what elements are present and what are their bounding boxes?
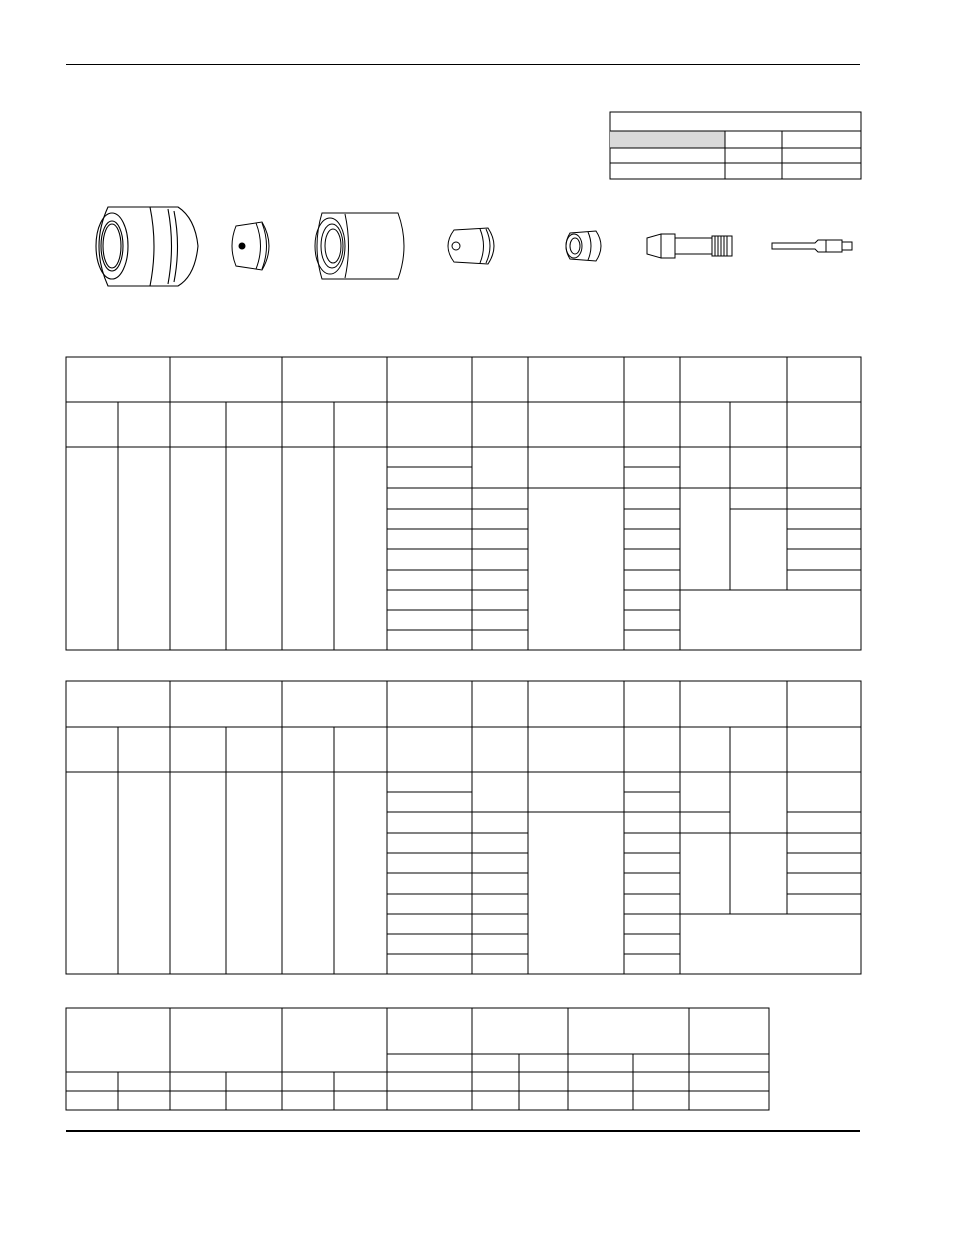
legend-table (610, 112, 861, 179)
electrode-icon (647, 234, 732, 258)
water-tube-icon (772, 240, 852, 252)
legend-header-cell (610, 131, 725, 148)
swirl-ring-icon (566, 231, 601, 261)
shield-icon (96, 207, 198, 286)
summary-table (66, 1008, 769, 1110)
cut-chart-1 (66, 357, 861, 650)
retaining-cap-icon (315, 213, 404, 279)
nozzle-icon (448, 228, 494, 264)
shield-cap-icon (232, 222, 269, 270)
cut-chart-2 (66, 681, 861, 974)
